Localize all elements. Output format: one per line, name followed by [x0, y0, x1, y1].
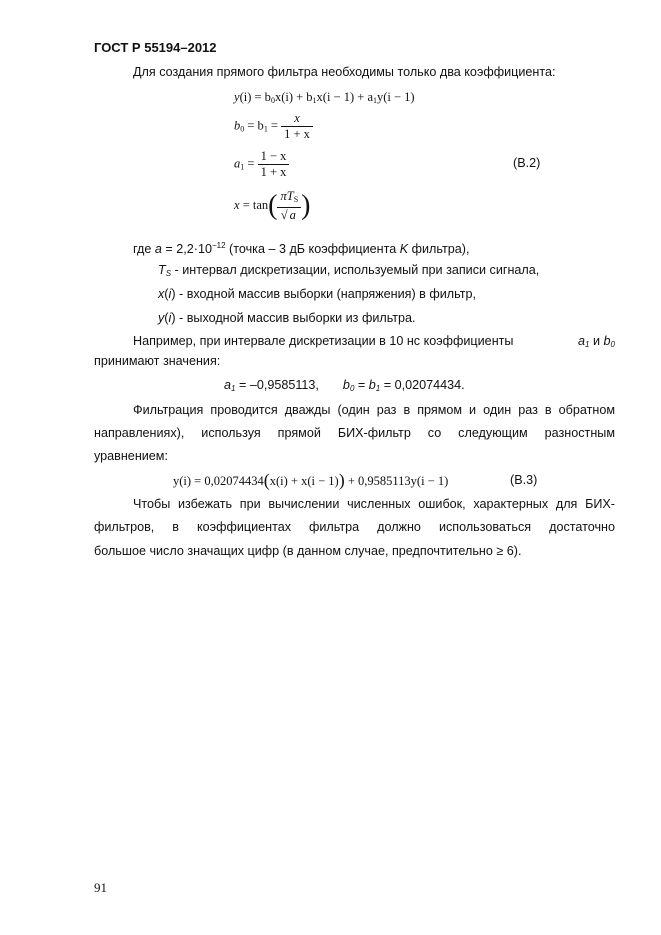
- where-ts-line: $T_S$ - интервал дискретизации, используемый при записи сигнала,: [158, 263, 540, 278]
- example-values: $a_1 = -0,9585113$, $b_0 = b_1 = 0,02074434$.: [224, 378, 465, 393]
- equation-b2-line2: $b_0 = b_1$ = $\frac{x}{1 + x}$: [234, 111, 313, 142]
- equation-b2-line1: $y(i) = b_0x(i) + b_1x(i - 1) + a_1y(i - 1)$: [234, 90, 415, 105]
- example-line1: Например, при интервале дискретизации в 10 нс коэффициенты $a_1$ и $b_0$: [133, 334, 615, 349]
- where-x-line: x(i) - входной массив выборки (напряжения) в фильтр,: [158, 287, 476, 301]
- conclusion-line1: Чтобы избежать при вычислении численных ошибок, характерных для БИХ-: [133, 497, 615, 511]
- where-a-line: где $a = 2,2\cdot 10^{-12}$ (точка – 3 дБ коэффициента K фильтра),: [133, 241, 470, 256]
- equation-b2-line4: x = tan( $\frac{\pi T_S}{√ a}$ ): [234, 189, 311, 222]
- equation-b3: y(i) = 0,02074434(x(i) + x(i − 1)) + 0,9585113y(i − 1): [173, 470, 449, 490]
- example-line2: принимают значения:: [94, 354, 221, 368]
- standard-header: ГОСТ Р 55194–2012: [94, 40, 217, 55]
- filtration-line1: Фильтрация проводится дважды (один раз в прямом и один раз в обратном: [133, 403, 615, 417]
- equation-b2-line3: $a_1$ = $\frac{1 - x}{1 + x}$: [234, 149, 289, 180]
- equation-b3-label: (В.3): [510, 473, 538, 487]
- conclusion-line3: большое число значащих цифр (в данном случае, предпочтительно ≥ 6).: [94, 544, 522, 558]
- page-number: 91: [94, 880, 107, 895]
- filtration-line2: направлениях), используя прямой БИХ-фильтр со следующим разностным: [94, 426, 615, 440]
- conclusion-line2: фильтров, в коэффициентах фильтра должно использоваться достаточно: [94, 520, 615, 534]
- filtration-line3: уравнением:: [94, 449, 168, 463]
- intro-text: Для создания прямого фильтра необходимы только два коэффициента:: [133, 65, 556, 79]
- equation-b2-label: (В.2): [513, 156, 541, 170]
- where-y-line: y(i) - выходной массив выборки из фильтра.: [158, 311, 416, 325]
